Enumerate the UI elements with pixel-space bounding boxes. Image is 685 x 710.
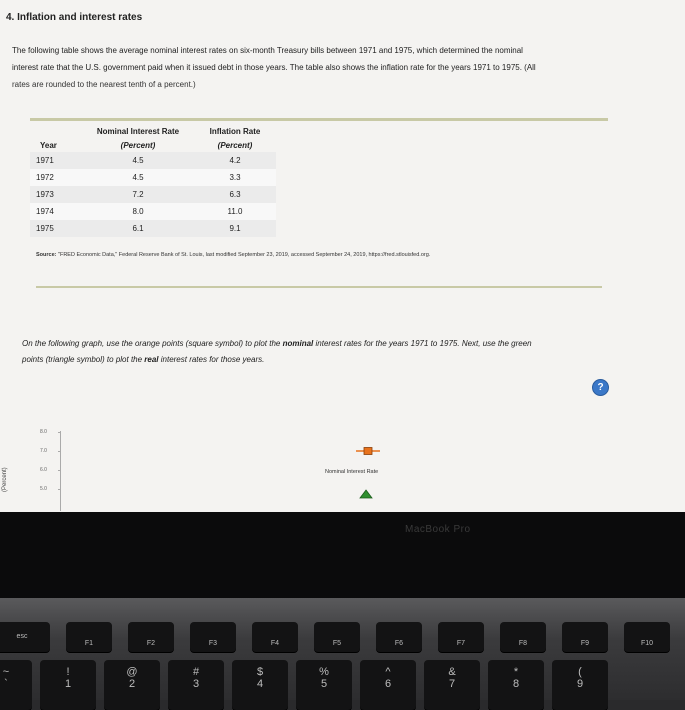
instr-real-word: real — [144, 355, 159, 364]
key-label: F5 — [332, 640, 342, 647]
intro-line-1: The following table shows the average nominal interest rates on six-month Treasury bills between 1971 and 1975, which determined the nominal — [12, 46, 523, 55]
key-backtick[interactable] — [0, 660, 32, 710]
key-label: esc — [16, 633, 28, 640]
cell-inflation: 9.1 — [194, 220, 276, 237]
key-label: F6 — [394, 640, 404, 647]
laptop-bezel — [0, 512, 685, 598]
key-label-shift: ! — [66, 666, 70, 678]
cell-inflation: 4.2 — [194, 152, 276, 169]
y-tick-mark — [58, 489, 61, 490]
cell-year: 1975 — [30, 220, 82, 237]
key-f10[interactable] — [624, 622, 670, 652]
key-label-shift: ( — [578, 666, 582, 678]
key-f8[interactable] — [500, 622, 546, 652]
key-3[interactable] — [168, 660, 224, 710]
y-tick-mark — [58, 451, 61, 452]
keyboard — [0, 598, 685, 700]
table-row — [30, 152, 276, 169]
key-label: F4 — [270, 640, 280, 647]
question-heading: 4. Inflation and interest rates — [6, 12, 143, 23]
cell-year: 1972 — [30, 169, 82, 186]
key-label-shift: # — [192, 666, 200, 678]
cell-inflation: 11.0 — [194, 203, 276, 220]
header-year: Year — [40, 140, 57, 150]
header-spacer — [30, 124, 82, 138]
key-label: 1 — [64, 678, 72, 690]
key-f9[interactable] — [562, 622, 608, 652]
table-row — [30, 203, 276, 220]
key-label: F10 — [640, 640, 654, 647]
source-citation — [36, 252, 430, 258]
instr-part-3: points (triangle symbol) to plot the — [22, 355, 145, 364]
cell-nominal: 7.2 — [82, 186, 194, 203]
key-f2[interactable] — [128, 622, 174, 652]
key-label: 9 — [576, 678, 584, 690]
y-tick-label: 5.0 — [40, 486, 47, 492]
y-tick-mark — [58, 470, 61, 471]
nominal-rate-square-tool[interactable] — [355, 446, 381, 456]
table-top-rule — [30, 118, 608, 121]
source-label: Source: — [36, 252, 57, 258]
cell-nominal: 8.0 — [82, 203, 194, 220]
cell-year: 1971 — [30, 152, 82, 169]
y-tick-label: 8.0 — [40, 429, 47, 435]
header-nominal-rate: Nominal Interest Rate — [96, 126, 180, 136]
y-axis-label: (Percent) — [2, 467, 8, 492]
table-row — [30, 220, 276, 237]
instr-part-4: interest rates for those years. — [158, 355, 265, 364]
instr-part-2: interest rates for the years 1971 to 1975. Next, use the green — [313, 339, 532, 348]
cell-year: 1973 — [30, 186, 82, 203]
key-f3[interactable] — [190, 622, 236, 652]
instr-part-1: On the following graph, use the orange points (square symbol) to plot the — [22, 339, 283, 348]
key-f5[interactable] — [314, 622, 360, 652]
header-inflation-unit: (Percent) — [217, 140, 253, 150]
key-1[interactable] — [40, 660, 96, 710]
key-f1[interactable] — [66, 622, 112, 652]
source-text: "FRED Economic Data," Federal Reserve Bank of St. Louis, last modified September 23, 2019, accessed September 24, 2019, https://fred.stlouisfed.org. — [58, 252, 431, 258]
y-tick-mark — [58, 432, 61, 433]
cell-inflation: 6.3 — [194, 186, 276, 203]
real-rate-triangle-tool[interactable] — [359, 489, 373, 499]
key-label: 4 — [256, 678, 264, 690]
key-label: 3 — [192, 678, 200, 690]
instr-nominal-word: nominal — [282, 339, 314, 348]
question-intro — [12, 42, 672, 93]
key-6[interactable] — [360, 660, 416, 710]
key-label-shift: % — [319, 666, 329, 678]
key-label: F8 — [518, 640, 528, 647]
key-label: 5 — [320, 678, 328, 690]
key-2[interactable] — [104, 660, 160, 710]
key-f7[interactable] — [438, 622, 484, 652]
key-label-shift: * — [513, 666, 519, 678]
key-f6[interactable] — [376, 622, 422, 652]
rates-table — [30, 124, 276, 237]
nominal-rate-legend-label: Nominal Interest Rate — [325, 469, 379, 475]
header-inflation-rate: Inflation Rate — [209, 126, 261, 136]
key-label-shift: @ — [126, 666, 138, 678]
key-label: ` — [4, 678, 8, 690]
key-label: F9 — [580, 640, 590, 647]
key-label: 6 — [384, 678, 392, 690]
laptop-brand-label: MacBook Pro — [405, 524, 471, 535]
key-label: F3 — [208, 640, 218, 647]
key-4[interactable] — [232, 660, 288, 710]
table-row — [30, 186, 276, 203]
cell-nominal: 6.1 — [82, 220, 194, 237]
header-nominal-unit: (Percent) — [120, 140, 156, 150]
table-row — [30, 169, 276, 186]
key-5[interactable] — [296, 660, 352, 710]
table-bottom-rule — [36, 286, 602, 288]
key-label: F2 — [146, 640, 156, 647]
intro-line-3: rates are rounded to the nearest tenth of a percent.) — [12, 80, 196, 89]
key-label-shift: ^ — [385, 666, 391, 678]
key-label: 2 — [128, 678, 136, 690]
key-f4[interactable] — [252, 622, 298, 652]
key-8[interactable] — [488, 660, 544, 710]
cell-inflation: 3.3 — [194, 169, 276, 186]
intro-line-2: interest rate that the U.S. government paid when it issued debt in those years. The table also shows the inflation rate for the years 1971 to 1975. (All — [12, 63, 536, 72]
key-9[interactable] — [552, 660, 608, 710]
key-label-shift: ~ — [2, 666, 10, 678]
graph-instructions — [22, 336, 662, 368]
key-label: 8 — [512, 678, 520, 690]
y-axis — [60, 431, 61, 511]
cell-nominal: 4.5 — [82, 152, 194, 169]
cell-year: 1974 — [30, 203, 82, 220]
key-esc[interactable] — [0, 622, 50, 652]
y-tick-label: 6.0 — [40, 467, 47, 473]
key-7[interactable] — [424, 660, 480, 710]
key-label: F1 — [84, 640, 94, 647]
y-tick-label: 7.0 — [40, 448, 47, 454]
key-label: F7 — [456, 640, 466, 647]
key-label: 7 — [448, 678, 456, 690]
key-label-shift: & — [448, 666, 456, 678]
key-label-shift: $ — [256, 666, 264, 678]
help-button[interactable]: ? — [592, 379, 609, 396]
cell-nominal: 4.5 — [82, 169, 194, 186]
